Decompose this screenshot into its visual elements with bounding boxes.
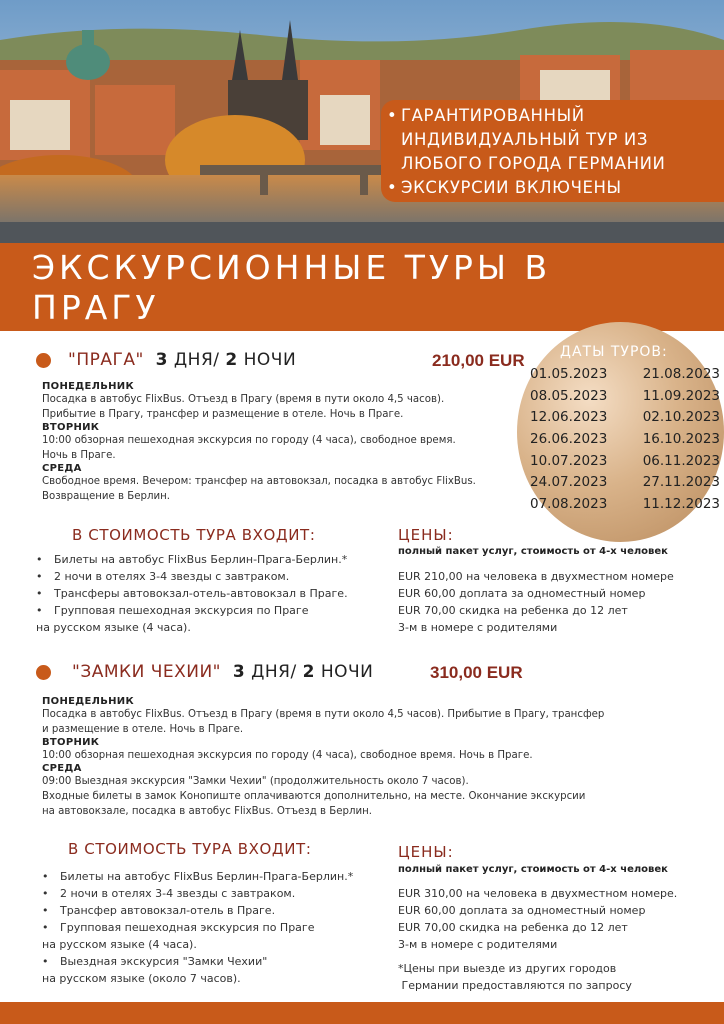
day-heading: СРЕДА	[42, 463, 82, 474]
tour1-prices-title: ЦЕНЫ:	[398, 526, 454, 544]
tour2-program	[42, 696, 604, 819]
date-row: 26.06.2023 16.10.2023	[530, 431, 720, 448]
price-line: EUR 310,00 на человека в двухместном номере.	[398, 887, 678, 900]
price-line: EUR 60,00 доплата за одноместный номер	[398, 587, 646, 600]
tour1-prices-list	[398, 568, 674, 636]
program-line: 10:00 обзорная пешеходная экскурсия по городу (4 часа), свободное время. Ночь в Праге.	[42, 750, 533, 761]
program-line: Возвращение в Берлин.	[42, 491, 171, 502]
date-row: 08.05.2023 11.09.2023	[530, 387, 720, 404]
callout-line: • ЭКСКУРСИИ ВКЛЮЧЕНЫ	[387, 178, 622, 197]
page-title: ЭКСКУРСИОННЫЕ ТУРЫ В ПРАГУ	[32, 248, 552, 327]
tour2-prices-sub: полный пакет услуг, стоимость от 4-х человек	[398, 864, 668, 875]
section-dot-icon	[36, 665, 51, 680]
included-item: • Групповая пешеходная экскурсия по Праге	[42, 921, 315, 934]
price-line: 3-м в номере с родителями	[398, 938, 558, 951]
tour1-included-list	[36, 551, 348, 636]
tour2-prices-list	[398, 885, 677, 953]
included-item: • Групповая пешеходная экскурсия по Праге	[36, 604, 309, 617]
price-line: EUR 70,00 скидка на ребенка до 12 лет	[398, 604, 628, 617]
guarantee-callout	[381, 100, 724, 202]
program-line: Входные билеты в замок Конопиште оплачиваются дополнительно, на месте. Окончание экскурсии	[42, 791, 586, 802]
day-heading: СРЕДА	[42, 763, 82, 774]
day-heading: ВТОРНИК	[42, 737, 100, 748]
note-line: Германии предоставляются по запросу	[398, 979, 632, 992]
footer-bar	[0, 1002, 724, 1024]
program-line: Ночь в Праге.	[42, 450, 116, 461]
price-line: EUR 60,00 доплата за одноместный номер	[398, 904, 646, 917]
program-line: Посадка в автобус FlixBus. Отъезд в Прагу (время в пути около 4,5 часов). Прибытие в Прагу, трансфер	[42, 709, 605, 720]
section-dot-icon	[36, 353, 51, 368]
tour1-prices-sub: полный пакет услуг, стоимость от 4-х человек	[398, 546, 668, 557]
included-item: • 2 ночи в отелях 3-4 звезды с завтраком.	[36, 570, 290, 583]
date-row: 10.07.2023 06.11.2023	[530, 452, 720, 469]
included-item: • Выездная экскурсия "Замки Чехии"	[42, 955, 268, 968]
date-row: 24.07.2023 27.11.2023	[530, 474, 720, 491]
tour1-title: "ПРАГА" 3 ДНЯ/ 2 НОЧИ	[68, 350, 297, 370]
price-line: EUR 210,00 на человека в двухместном номере	[398, 570, 674, 583]
included-item: • Трансфер автовокзал-отель в Праге.	[42, 904, 276, 917]
date-row: 01.05.2023 21.08.2023	[530, 366, 720, 382]
dates-title: ДАТЫ ТУРОВ:	[560, 344, 668, 360]
program-line: 10:00 обзорная пешеходная экскурсия по городу (4 часа), свободное время.	[42, 435, 456, 446]
date-row: 07.08.2023 11.12.2023	[530, 496, 720, 513]
program-line: Прибытие в Прагу, трансфер и размещение в отеле. Ночь в Праге.	[42, 409, 404, 420]
tour2-title: "ЗАМКИ ЧЕХИИ" 3 ДНЯ/ 2 НОЧИ	[72, 662, 374, 682]
tour1-included-title: В СТОИМОСТЬ ТУРА ВХОДИТ:	[72, 526, 316, 544]
callout-line: • ГАРАНТИРОВАННЫЙ	[387, 106, 585, 125]
day-heading: ВТОРНИК	[42, 422, 100, 433]
day-heading: ПОНЕДЕЛЬНИК	[42, 381, 134, 392]
tour1-price: 210,00 EUR	[432, 351, 525, 370]
tour2-price: 310,00 EUR	[430, 663, 523, 682]
price-line: EUR 70,00 скидка на ребенка до 12 лет	[398, 921, 628, 934]
date-row: 12.06.2023 02.10.2023	[530, 409, 720, 426]
callout-line: ИНДИВИДУАЛЬНЫЙ ТУР ИЗ	[401, 130, 649, 149]
program-line: Посадка в автобус FlixBus. Отъезд в Прагу (время в пути около 4,5 часов).	[42, 394, 445, 405]
tour2-prices-title: ЦЕНЫ:	[398, 843, 454, 861]
included-item: • 2 ночи в отелях 3-4 звезды с завтраком.	[42, 887, 296, 900]
program-line: Свободное время. Вечером: трансфер на автовокзал, посадка в автобус FlixBus.	[42, 476, 476, 487]
included-item: • Билеты на автобус FlixBus Берлин-Прага-Берлин.*	[36, 553, 348, 566]
program-line: на автовокзале, посадка в автобус FlixBus. Отъезд в Берлин.	[42, 806, 372, 817]
tour2-included-title: В СТОИМОСТЬ ТУРА ВХОДИТ:	[68, 840, 312, 858]
price-note	[398, 960, 632, 994]
dates-list	[530, 366, 720, 518]
tour1-program	[42, 381, 476, 504]
included-item-cont: на русском языке (4 часа).	[42, 938, 197, 951]
program-line: и размещение в отеле. Ночь в Праге.	[42, 724, 244, 735]
program-line: 09:00 Выездная экскурсия "Замки Чехии" (продолжительность около 7 часов).	[42, 776, 469, 787]
price-line: 3-м в номере с родителями	[398, 621, 558, 634]
included-item-cont: на русском языке (4 часа).	[36, 621, 191, 634]
day-heading: ПОНЕДЕЛЬНИК	[42, 696, 134, 707]
note-line: *Цены при выезде из других городов	[398, 962, 617, 975]
included-item-cont: на русском языке (около 7 часов).	[42, 972, 241, 985]
callout-line: ЛЮБОГО ГОРОДА ГЕРМАНИИ	[401, 154, 666, 173]
included-item: • Трансферы автовокзал-отель-автовокзал в Праге.	[36, 587, 348, 600]
tour2-included-list	[42, 868, 353, 987]
included-item: • Билеты на автобус FlixBus Берлин-Прага-Берлин.*	[42, 870, 354, 883]
